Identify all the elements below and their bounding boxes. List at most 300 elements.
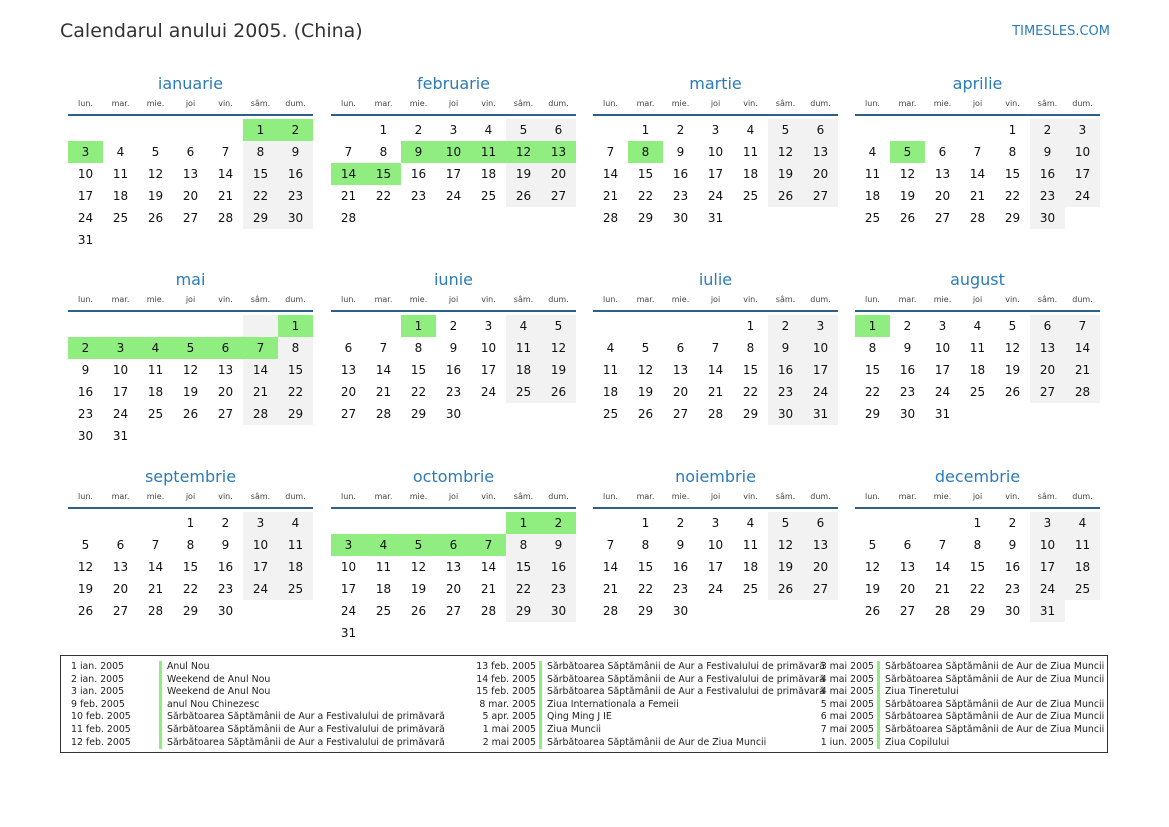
- day-cell: 19: [541, 359, 576, 381]
- site-link[interactable]: TIMESLES.COM: [1012, 24, 1110, 39]
- legend-row: [801, 737, 1115, 750]
- legend-row: [801, 711, 1115, 724]
- day-cell: 22: [864, 385, 881, 399]
- day-cell: 18: [1065, 556, 1100, 578]
- day-cell: 20: [541, 163, 576, 185]
- day-cell: 2: [1030, 119, 1065, 141]
- legend-date: 10 feb. 2005: [71, 711, 131, 723]
- legend-holiday-name: Anul Nou: [159, 661, 467, 674]
- day-cell: 9: [401, 141, 436, 163]
- day-cell: 13: [541, 141, 576, 163]
- weekday-label: sâm.: [1037, 295, 1058, 304]
- day-cell: 27: [934, 211, 951, 225]
- day-cell: 24: [1065, 185, 1100, 207]
- day-cell: 4: [606, 341, 615, 355]
- legend-holiday-name: Sărbătoarea Săptămânii de Aur de Ziua Muncii: [539, 737, 837, 750]
- legend-holiday-name: Sărbătoarea Săptămânii de Aur a Festivalului de primăvară: [539, 686, 837, 699]
- day-grid: [593, 512, 838, 622]
- day-cell: 4: [746, 516, 755, 530]
- day-cell: 6: [803, 119, 838, 141]
- day-cell: 29: [278, 403, 313, 425]
- day-cell: 5: [506, 119, 541, 141]
- legend-row: [801, 661, 1115, 674]
- day-cell: 8: [628, 141, 663, 163]
- day-cell: 22: [637, 582, 654, 596]
- weekday-label: lun.: [603, 492, 618, 501]
- day-cell: 11: [742, 145, 759, 159]
- day-cell: 7: [151, 538, 160, 552]
- day-cell: 4: [116, 145, 125, 159]
- day-cell: 6: [436, 534, 471, 556]
- legend-row: [71, 686, 467, 699]
- weekday-label: mar.: [898, 99, 917, 108]
- day-cell: 21: [480, 582, 497, 596]
- day-cell: 25: [147, 407, 164, 421]
- day-cell: 15: [864, 363, 881, 377]
- month-name: martie: [689, 74, 742, 93]
- day-cell: 18: [480, 167, 497, 181]
- day-cell: 2: [676, 516, 685, 530]
- day-cell: 15: [366, 163, 401, 185]
- day-cell: 16: [1004, 560, 1021, 574]
- day-cell: 5: [890, 141, 925, 163]
- empty-cell: [628, 315, 663, 337]
- empty-cell: [890, 512, 925, 534]
- month-name: mai: [175, 270, 206, 289]
- day-cell: 30: [899, 407, 916, 421]
- empty-cell: [471, 403, 506, 425]
- day-cell: 7: [243, 337, 278, 359]
- empty-cell: [208, 119, 243, 141]
- day-cell: 6: [344, 341, 353, 355]
- legend-row: [466, 661, 837, 674]
- empty-cell: [436, 512, 471, 534]
- legend-holiday-name: Sărbătoarea Săptămânii de Aur a Festivalului de primăvară: [159, 711, 467, 724]
- day-cell: 15: [969, 560, 986, 574]
- empty-cell: [366, 207, 401, 229]
- weekday-label: dum.: [548, 99, 569, 108]
- day-cell: 27: [217, 407, 234, 421]
- empty-cell: [960, 119, 995, 141]
- legend-date: 4 mai 2005: [820, 673, 874, 685]
- day-cell: 10: [707, 145, 724, 159]
- day-cell: 13: [340, 363, 357, 377]
- day-cell: 27: [445, 604, 462, 618]
- day-cell: 18: [375, 582, 392, 596]
- day-cell: 18: [506, 359, 541, 381]
- day-cell: 24: [803, 381, 838, 403]
- empty-cell: [471, 622, 506, 644]
- legend-date: 15 feb. 2005: [476, 686, 536, 698]
- weekday-label: dum.: [285, 295, 306, 304]
- month-octombrie: [331, 463, 576, 644]
- empty-cell: [278, 229, 313, 251]
- weekday-label: mie.: [146, 492, 165, 501]
- day-cell: 14: [375, 363, 392, 377]
- weekday-label: dum.: [285, 99, 306, 108]
- day-cell: 28: [934, 604, 951, 618]
- month-martie: [593, 70, 838, 229]
- day-cell: 6: [1030, 315, 1065, 337]
- weekday-label: mie.: [933, 295, 952, 304]
- day-cell: 9: [541, 534, 576, 556]
- empty-cell: [925, 119, 960, 141]
- day-cell: 16: [77, 385, 94, 399]
- day-cell: 10: [77, 167, 94, 181]
- day-cell: 24: [77, 211, 94, 225]
- empty-cell: [278, 600, 313, 622]
- legend-holiday-name: Weekend de Anul Nou: [159, 674, 467, 687]
- day-cell: 24: [480, 385, 497, 399]
- day-cell: 1: [243, 119, 278, 141]
- day-cell: 2: [903, 319, 912, 333]
- day-cell: 25: [375, 604, 392, 618]
- legend-row: [466, 737, 837, 750]
- day-cell: 19: [864, 582, 881, 596]
- empty-cell: [541, 622, 576, 644]
- day-cell: 30: [672, 211, 689, 225]
- legend-row: [71, 711, 467, 724]
- day-cell: 5: [768, 512, 803, 534]
- day-cell: 31: [112, 429, 129, 443]
- empty-cell: [278, 425, 313, 447]
- day-cell: 23: [77, 407, 94, 421]
- empty-cell: [331, 315, 366, 337]
- day-grid: [68, 512, 313, 622]
- day-cell: 13: [803, 141, 838, 163]
- weekday-label: sâm.: [1037, 492, 1058, 501]
- day-cell: 23: [541, 578, 576, 600]
- day-cell: 1: [641, 516, 650, 530]
- day-cell: 23: [278, 185, 313, 207]
- weekday-label: dum.: [1072, 492, 1093, 501]
- day-cell: 7: [606, 145, 615, 159]
- day-grid: [331, 512, 576, 644]
- empty-cell: [733, 600, 768, 622]
- day-cell: 6: [803, 512, 838, 534]
- day-cell: 23: [1004, 582, 1021, 596]
- day-cell: 2: [541, 512, 576, 534]
- day-cell: 28: [969, 211, 986, 225]
- month-iulie: [593, 266, 838, 425]
- month-august: [855, 266, 1100, 425]
- day-cell: 26: [637, 407, 654, 421]
- weekday-label: vin.: [481, 99, 496, 108]
- day-cell: 25: [1065, 578, 1100, 600]
- legend-holiday-name: Ziua Copilului: [877, 737, 1115, 750]
- day-cell: 9: [1030, 141, 1065, 163]
- month-septembrie: [68, 463, 313, 622]
- day-cell: 3: [103, 337, 138, 359]
- day-cell: 23: [899, 385, 916, 399]
- empty-cell: [698, 315, 733, 337]
- empty-cell: [401, 207, 436, 229]
- day-cell: 24: [1030, 578, 1065, 600]
- day-grid: [68, 315, 313, 447]
- legend-date: 8 mar. 2005: [479, 698, 536, 710]
- empty-cell: [1065, 403, 1100, 425]
- weekday-label: mar.: [374, 99, 393, 108]
- legend-row: [466, 686, 837, 699]
- weekday-label: vin.: [1005, 99, 1020, 108]
- day-cell: 20: [445, 582, 462, 596]
- weekday-label: vin.: [1005, 492, 1020, 501]
- weekday-label: joi: [710, 295, 721, 304]
- day-cell: 26: [410, 604, 427, 618]
- day-grid: [331, 119, 576, 229]
- day-cell: 12: [1004, 341, 1021, 355]
- legend-row: [71, 724, 467, 737]
- empty-cell: [331, 512, 366, 534]
- legend-row: [71, 699, 467, 712]
- empty-cell: [593, 119, 628, 141]
- weekday-header: [855, 491, 1100, 509]
- legend-holiday-name: Sărbătoarea Săptămânii de Aur de Ziua Muncii: [877, 661, 1115, 674]
- weekday-label: mie.: [409, 99, 428, 108]
- weekday-label: lun.: [603, 295, 618, 304]
- legend-date: 5 mai 2005: [820, 698, 874, 710]
- month-decembrie: [855, 463, 1100, 622]
- day-cell: 27: [541, 185, 576, 207]
- day-cell: 18: [602, 385, 619, 399]
- empty-cell: [68, 315, 103, 337]
- day-grid: [593, 119, 838, 229]
- day-cell: 3: [803, 315, 838, 337]
- day-cell: 3: [711, 516, 720, 530]
- empty-cell: [208, 229, 243, 251]
- day-cell: 12: [77, 560, 94, 574]
- legend-holiday-name: Ziua Muncii: [539, 724, 837, 737]
- weekday-label: mar.: [898, 492, 917, 501]
- empty-cell: [855, 512, 890, 534]
- day-cell: 22: [969, 582, 986, 596]
- day-cell: 20: [672, 385, 689, 399]
- weekday-label: joi: [185, 295, 196, 304]
- day-cell: 1: [186, 516, 195, 530]
- day-cell: 22: [742, 385, 759, 399]
- legend-date: 13 feb. 2005: [476, 661, 536, 672]
- day-cell: 29: [182, 604, 199, 618]
- day-cell: 9: [81, 363, 90, 377]
- day-cell: 23: [410, 189, 427, 203]
- day-cell: 15: [278, 359, 313, 381]
- day-cell: 15: [1004, 167, 1021, 181]
- month-name: iunie: [433, 270, 473, 289]
- day-cell: 18: [864, 189, 881, 203]
- day-cell: 27: [340, 407, 357, 421]
- legend-holiday-name: Weekend de Anul Nou: [159, 686, 467, 699]
- day-cell: 24: [340, 604, 357, 618]
- day-cell: 7: [973, 145, 982, 159]
- day-cell: 10: [436, 141, 471, 163]
- day-grid: [68, 119, 313, 251]
- day-cell: 25: [480, 189, 497, 203]
- weekday-label: mar.: [111, 492, 130, 501]
- weekday-label: dum.: [1072, 295, 1093, 304]
- legend-date: 6 mai 2005: [820, 711, 874, 723]
- day-cell: 4: [138, 337, 173, 359]
- empty-cell: [68, 512, 103, 534]
- empty-cell: [173, 229, 208, 251]
- day-cell: 15: [637, 560, 654, 574]
- day-cell: 1: [401, 315, 436, 337]
- weekday-label: joi: [448, 492, 459, 501]
- legend-row: [71, 674, 467, 687]
- weekday-label: vin.: [218, 492, 233, 501]
- day-cell: 25: [112, 211, 129, 225]
- empty-cell: [173, 315, 208, 337]
- day-cell: 1: [506, 512, 541, 534]
- day-cell: 17: [1065, 163, 1100, 185]
- weekday-label: sâm.: [775, 492, 796, 501]
- legend-holiday-name: Sărbătoarea Săptămânii de Aur de Ziua Muncii: [877, 699, 1115, 712]
- day-cell: 21: [217, 189, 234, 203]
- month-name: ianuarie: [157, 74, 224, 93]
- day-cell: 27: [672, 407, 689, 421]
- day-cell: 8: [243, 141, 278, 163]
- day-cell: 16: [217, 560, 234, 574]
- legend-date: 3 ian. 2005: [71, 686, 125, 698]
- day-cell: 6: [903, 538, 912, 552]
- day-cell: 2: [768, 315, 803, 337]
- day-cell: 11: [864, 167, 881, 181]
- day-cell: 29: [1004, 211, 1021, 225]
- day-cell: 19: [506, 163, 541, 185]
- day-cell: 12: [541, 337, 576, 359]
- day-cell: 8: [641, 538, 650, 552]
- weekday-label: vin.: [743, 492, 758, 501]
- weekday-label: lun.: [603, 99, 618, 108]
- empty-cell: [401, 512, 436, 534]
- day-cell: 28: [602, 604, 619, 618]
- empty-cell: [471, 512, 506, 534]
- day-cell: 19: [147, 189, 164, 203]
- day-cell: 20: [182, 189, 199, 203]
- day-cell: 25: [742, 189, 759, 203]
- legend-holiday-name: Sărbătoarea Săptămânii de Aur a Festivalului de primăvară: [539, 661, 837, 674]
- day-cell: 8: [379, 145, 388, 159]
- day-grid: [855, 512, 1100, 622]
- weekday-label: mie.: [671, 295, 690, 304]
- weekday-label: sâm.: [513, 492, 534, 501]
- day-cell: 31: [934, 407, 951, 421]
- empty-cell: [208, 315, 243, 337]
- day-cell: 3: [68, 141, 103, 163]
- empty-cell: [698, 600, 733, 622]
- day-cell: 13: [934, 167, 951, 181]
- weekday-label: mar.: [636, 492, 655, 501]
- day-grid: [331, 315, 576, 425]
- day-cell: 3: [1065, 119, 1100, 141]
- weekday-label: mie.: [671, 492, 690, 501]
- day-cell: 26: [899, 211, 916, 225]
- day-cell: 15: [506, 556, 541, 578]
- day-cell: 9: [278, 141, 313, 163]
- day-cell: 19: [77, 582, 94, 596]
- day-cell: 11: [969, 341, 986, 355]
- day-cell: 3: [711, 123, 720, 137]
- day-cell: 20: [803, 163, 838, 185]
- legend-row: [801, 674, 1115, 687]
- empty-cell: [173, 119, 208, 141]
- weekday-label: dum.: [548, 295, 569, 304]
- day-cell: 15: [410, 363, 427, 377]
- day-cell: 26: [182, 407, 199, 421]
- weekday-header: [593, 491, 838, 509]
- day-cell: 10: [112, 363, 129, 377]
- weekday-label: dum.: [810, 99, 831, 108]
- day-cell: 1: [1008, 123, 1017, 137]
- day-cell: 6: [186, 145, 195, 159]
- day-cell: 29: [243, 207, 278, 229]
- weekday-label: joi: [972, 295, 983, 304]
- day-cell: 9: [1008, 538, 1017, 552]
- day-cell: 9: [449, 341, 458, 355]
- day-cell: 16: [410, 167, 427, 181]
- weekday-label: mie.: [146, 295, 165, 304]
- day-cell: 29: [410, 407, 427, 421]
- weekday-label: joi: [448, 99, 459, 108]
- empty-cell: [243, 315, 278, 337]
- day-cell: 2: [221, 516, 230, 530]
- day-cell: 22: [506, 578, 541, 600]
- day-cell: 28: [340, 211, 357, 225]
- empty-cell: [803, 600, 838, 622]
- day-cell: 14: [934, 560, 951, 574]
- day-cell: 10: [803, 337, 838, 359]
- day-cell: 21: [340, 189, 357, 203]
- weekday-label: joi: [710, 99, 721, 108]
- weekday-header: [331, 491, 576, 509]
- day-cell: 17: [243, 556, 278, 578]
- day-cell: 26: [768, 578, 803, 600]
- day-cell: 20: [1030, 359, 1065, 381]
- day-cell: 6: [938, 145, 947, 159]
- day-cell: 26: [77, 604, 94, 618]
- day-cell: 13: [1030, 337, 1065, 359]
- weekday-label: mie.: [409, 492, 428, 501]
- day-cell: 25: [506, 381, 541, 403]
- empty-cell: [243, 600, 278, 622]
- day-cell: 20: [340, 385, 357, 399]
- legend-holiday-name: Ziua Tineretului: [877, 686, 1115, 699]
- day-cell: 19: [768, 163, 803, 185]
- empty-cell: [401, 622, 436, 644]
- empty-cell: [506, 207, 541, 229]
- day-cell: 3: [484, 319, 493, 333]
- legend-row: [801, 699, 1115, 712]
- day-cell: 8: [414, 341, 423, 355]
- weekday-label: joi: [185, 99, 196, 108]
- month-name: februarie: [416, 74, 491, 93]
- day-cell: 19: [899, 189, 916, 203]
- month-name: iulie: [698, 270, 733, 289]
- day-cell: 1: [641, 123, 650, 137]
- day-cell: 7: [1065, 315, 1100, 337]
- weekday-label: lun.: [341, 295, 356, 304]
- day-cell: 11: [506, 337, 541, 359]
- empty-cell: [68, 119, 103, 141]
- day-cell: 8: [973, 538, 982, 552]
- weekday-label: vin.: [743, 295, 758, 304]
- legend-column-2: [466, 661, 837, 749]
- day-cell: 21: [375, 385, 392, 399]
- day-cell: 12: [768, 141, 803, 163]
- day-cell: 28: [243, 403, 278, 425]
- day-cell: 9: [768, 337, 803, 359]
- weekday-label: vin.: [218, 99, 233, 108]
- weekday-label: lun.: [78, 99, 93, 108]
